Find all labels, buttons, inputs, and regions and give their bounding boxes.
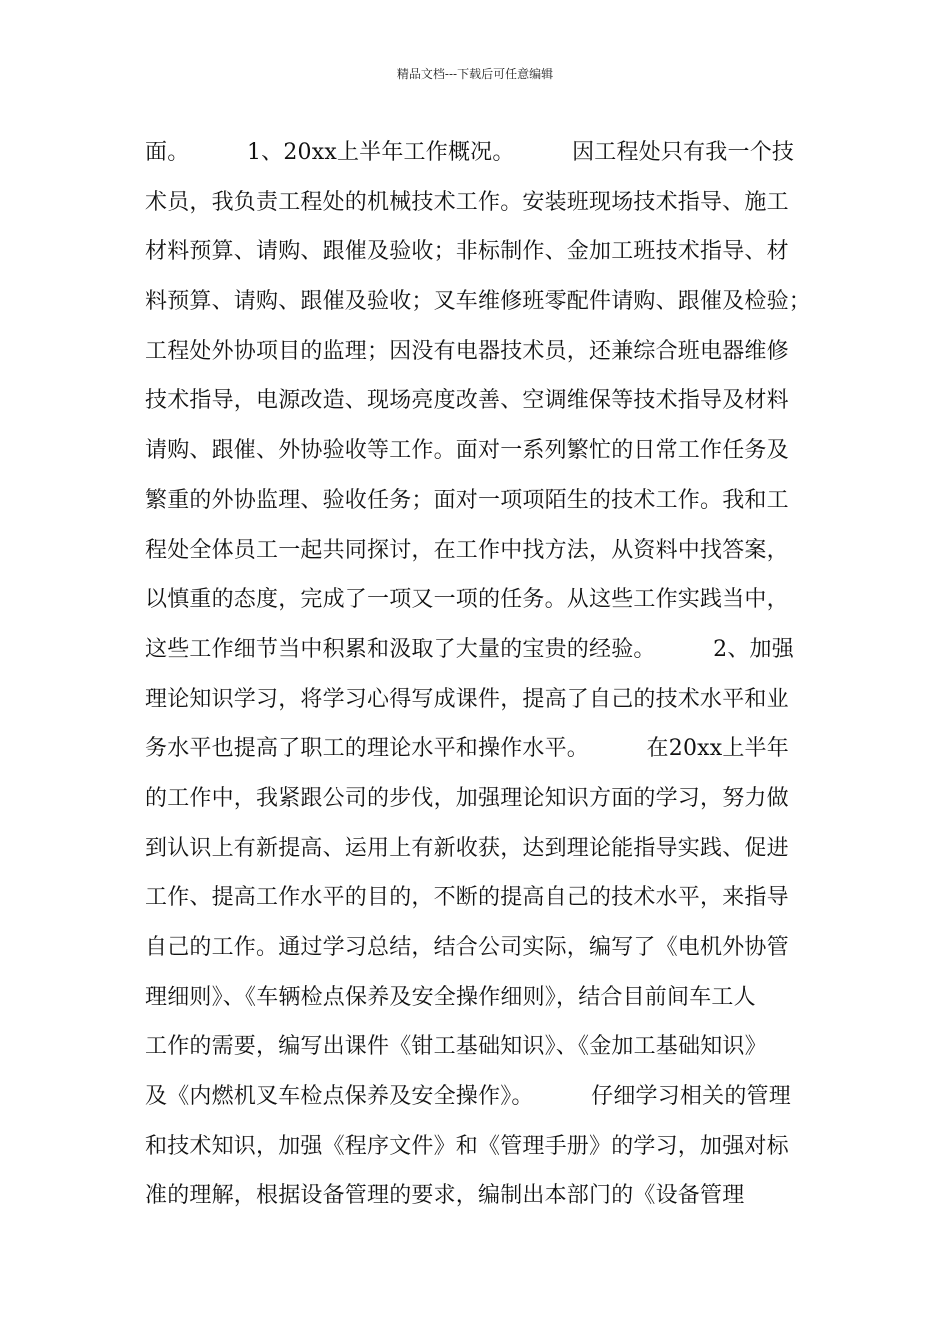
body-line: 及《内燃机叉车检点保养及安全操作》。 仔细学习相关的管理 — [145, 1084, 791, 1110]
body-line: 繁重的外协监理、验收任务；面对一项项陌生的技术工作。我和工 — [145, 487, 789, 513]
body-line: 的工作中，我紧跟公司的步伐，加强理论知识方面的学习，努力做 — [145, 785, 789, 811]
body-line: 工程处外协项目的监理；因没有电器技术员，还兼综合班电器维修 — [145, 338, 789, 364]
body-line: 料预算、请购、跟催及验收；叉车维修班零配件请购、跟催及检验； — [145, 289, 812, 315]
body-line: 以慎重的态度，完成了一项又一项的任务。从这些工作实践当中， — [145, 587, 789, 613]
document-body — [145, 128, 825, 1221]
body-line: 技术指导，电源改造、现场亮度改善、空调维保等技术指导及材料 — [145, 388, 789, 414]
body-line: 术员，我负责工程处的机械技术工作。安装班现场技术指导、施工 — [145, 189, 789, 215]
body-line: 工作的需要，编写出课件《钳工基础知识》、《金加工基础知识》 — [145, 1034, 767, 1060]
page-header: 精品文档---下载后可任意编辑 — [396, 67, 554, 81]
body-line: 务水平也提高了职工的理论水平和操作水平。 在20xx上半年 — [145, 736, 789, 762]
body-line: 自己的工作。通过学习总结，结合公司实际，编写了《电机外协管 — [145, 935, 789, 960]
body-line: 准的理解，根据设备管理的要求，编制出本部门的《设备管理 — [145, 1183, 745, 1209]
body-line: 程处全体员工一起共同探讨，在工作中找方法，从资料中找答案， — [145, 537, 789, 563]
body-line: 和技术知识，加强《程序文件》和《管理手册》的学习，加强对标 — [145, 1133, 789, 1159]
body-line: 理论知识学习，将学习心得写成课件，提高了自己的技术水平和业 — [145, 686, 789, 712]
body-line: 材料预算、请购、跟催及验收；非标制作、金加工班技术指导、材 — [145, 239, 789, 265]
body-line: 理细则》、《车辆检点保养及安全操作细则》，结合目前间车工人 — [145, 984, 756, 1010]
body-line: 请购、跟催、外协验收等工作。面对一系列繁忙的日常工作任务及 — [145, 438, 789, 464]
body-line: 工作、提高工作水平的目的，不断的提高自己的技术水平，来指导 — [145, 885, 789, 911]
body-line: 这些工作细节当中积累和汲取了大量的宝贵的经验。 2、加强 — [145, 636, 794, 662]
body-line: 到认识上有新提高、运用上有新收获，达到理论能指导实践、促进 — [145, 835, 789, 861]
body-line: 面。 1、20xx上半年工作概况。 因工程处只有我一个技 — [145, 140, 795, 165]
